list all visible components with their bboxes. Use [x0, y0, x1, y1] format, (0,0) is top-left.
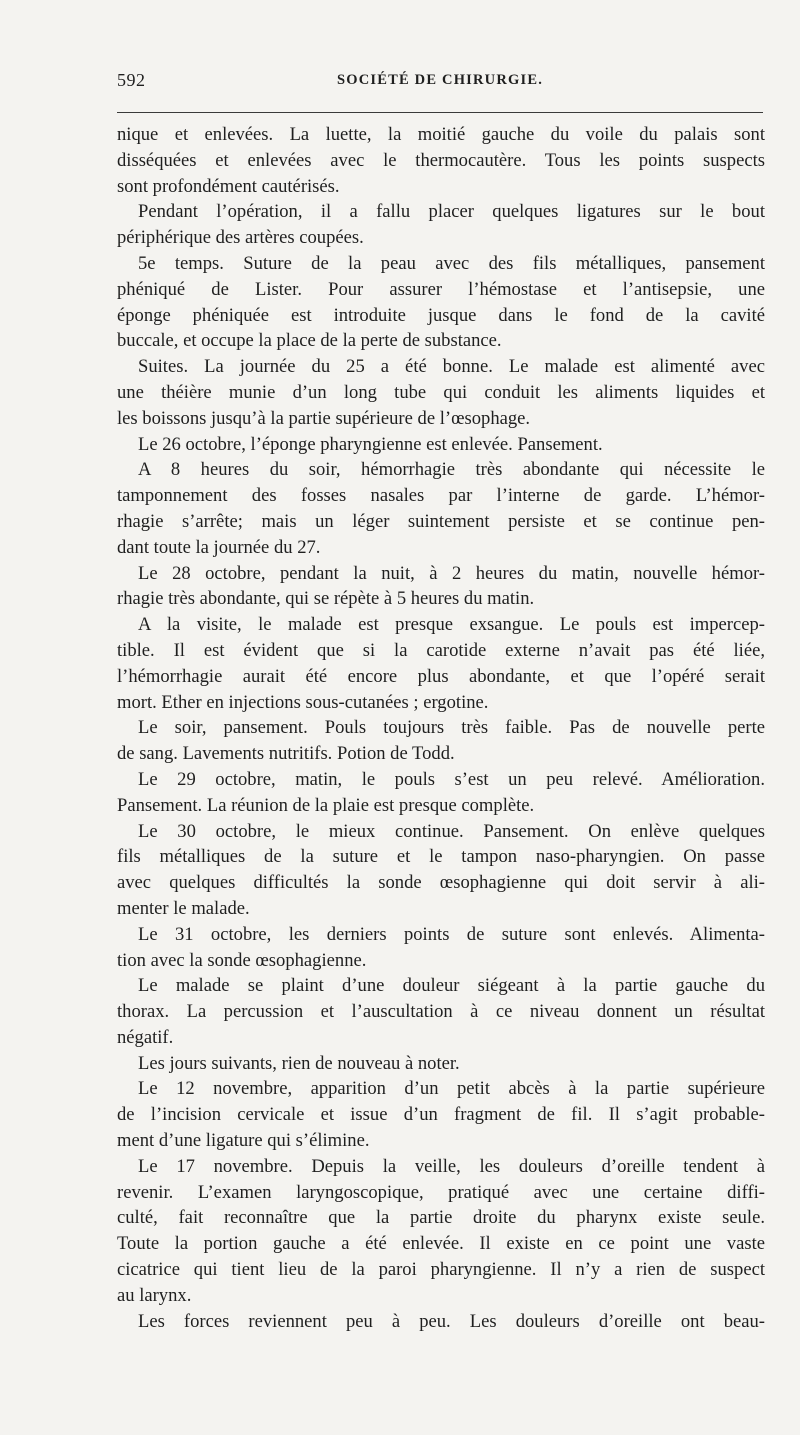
text-line: ment d’une ligature qui s’élimine. — [117, 1130, 370, 1152]
text-line: Pansement. La réunion de la plaie est presque complète. — [117, 794, 535, 816]
text-line: Le 26 octobre, l’éponge pharyngienne est enlevée. Pansement. — [138, 433, 603, 455]
text-line: une théière munie d’un long tube qui conduit les aliments liquides et — [117, 381, 765, 403]
header-rule — [117, 112, 763, 113]
body-text — [117, 122, 765, 1334]
text-line: tion avec la sonde œsophagienne. — [117, 949, 367, 971]
text-line: dant toute la journée du 27. — [117, 536, 321, 558]
text-line: éponge phéniquée est introduite jusque dans le fond de la cavité — [117, 304, 765, 326]
text-line: Suites. La journée du 25 a été bonne. Le malade est alimenté avec — [138, 356, 765, 378]
text-line: nique et enlevées. La luette, la moitié gauche du voile du palais sont — [117, 124, 765, 145]
text-line: Le malade se plaint d’une douleur siégeant à la partie gauche du — [138, 975, 765, 997]
text-line: Toute la portion gauche a été enlevée. Il existe en ce point une vaste — [117, 1233, 765, 1255]
text-line: rhagie s’arrête; mais un léger suintement persiste et se continue pen- — [117, 510, 765, 532]
text-line: Pendant l’opération, il a fallu placer quelques ligatures sur le bout — [138, 201, 765, 223]
text-line: avec quelques difficultés la sonde œsophagienne qui doit servir à ali- — [117, 872, 765, 894]
text-line: Le 17 novembre. Depuis la veille, les douleurs d’oreille tendent à — [138, 1155, 765, 1177]
text-line: de l’incision cervicale et issue d’un fragment de fil. Il s’agit probable- — [117, 1104, 765, 1126]
text-line: culté, fait reconnaître que la partie droite du pharynx existe seule. — [117, 1207, 765, 1229]
text-line: buccale, et occupe la place de la perte de substance. — [117, 330, 502, 352]
text-line: Le 29 octobre, matin, le pouls s’est un peu relevé. Amélioration. — [138, 768, 765, 790]
text-line: tamponnement des fosses nasales par l’interne de garde. L’hémor- — [117, 485, 765, 507]
text-line: mort. Ether en injections sous-cutanées ; ergotine. — [117, 691, 489, 713]
text-line: tible. Il est évident que si la carotide externe n’avait pas été liée, — [117, 639, 765, 661]
text-line: A la visite, le malade est presque exsangue. Le pouls est impercep- — [138, 614, 765, 636]
text-line: les boissons jusqu’à la partie supérieure de l’œsophage. — [117, 407, 531, 429]
text-line: Le 28 octobre, pendant la nuit, à 2 heures du matin, nouvelle hémor- — [138, 562, 765, 584]
text-line: périphérique des artères coupées. — [117, 227, 364, 249]
text-line: au larynx. — [117, 1284, 192, 1306]
text-line: Les jours suivants, rien de nouveau à noter. — [138, 1052, 460, 1074]
text-line: Les forces reviennent peu à peu. Les douleurs d’oreille ont beau- — [138, 1310, 765, 1332]
text-line: revenir. L’examen laryngoscopique, pratiqué avec une certaine diffi- — [117, 1181, 765, 1203]
text-line: l’hémorrhagie aurait été encore plus abondante, et que l’opéré serait — [117, 665, 765, 687]
text-line: fils métalliques de la suture et le tampon naso-pharyngien. On passe — [117, 846, 765, 868]
text-line: disséquées et enlevées avec le thermocautère. Tous les points suspects — [117, 149, 765, 171]
text-line: Le 31 octobre, les derniers points de suture sont enlevés. Alimenta- — [138, 923, 765, 945]
text-line: cicatrice qui tient lieu de la paroi pharyngienne. Il n’y a rien de suspect — [117, 1259, 765, 1281]
page-number: 592 — [117, 70, 146, 90]
text-line: thorax. La percussion et l’auscultation à ce niveau donnent un résultat — [117, 1001, 765, 1023]
page-header — [117, 70, 763, 100]
text-line: sont profondément cautérisés. — [117, 175, 340, 197]
text-line: Le soir, pansement. Pouls toujours très faible. Pas de nouvelle perte — [138, 717, 765, 739]
text-line: phéniqué de Lister. Pour assurer l’hémostase et l’antisepsie, une — [117, 278, 765, 300]
text-line: 5e temps. Suture de la peau avec des fils métalliques, pansement — [138, 252, 765, 274]
text-line: de sang. Lavements nutritifs. Potion de Todd. — [117, 743, 455, 765]
running-title: SOCIÉTÉ DE CHIRURGIE. — [336, 72, 544, 88]
text-line: menter le malade. — [117, 897, 250, 919]
text-line: Le 30 octobre, le mieux continue. Pansement. On enlève quelques — [138, 820, 765, 842]
text-line: A 8 heures du soir, hémorrhagie très abondante qui nécessite le — [138, 459, 765, 481]
text-line: Le 12 novembre, apparition d’un petit abcès à la partie supérieure — [138, 1078, 765, 1100]
text-line: rhagie très abondante, qui se répète à 5 heures du matin. — [117, 588, 535, 610]
text-line: négatif. — [117, 1026, 174, 1048]
